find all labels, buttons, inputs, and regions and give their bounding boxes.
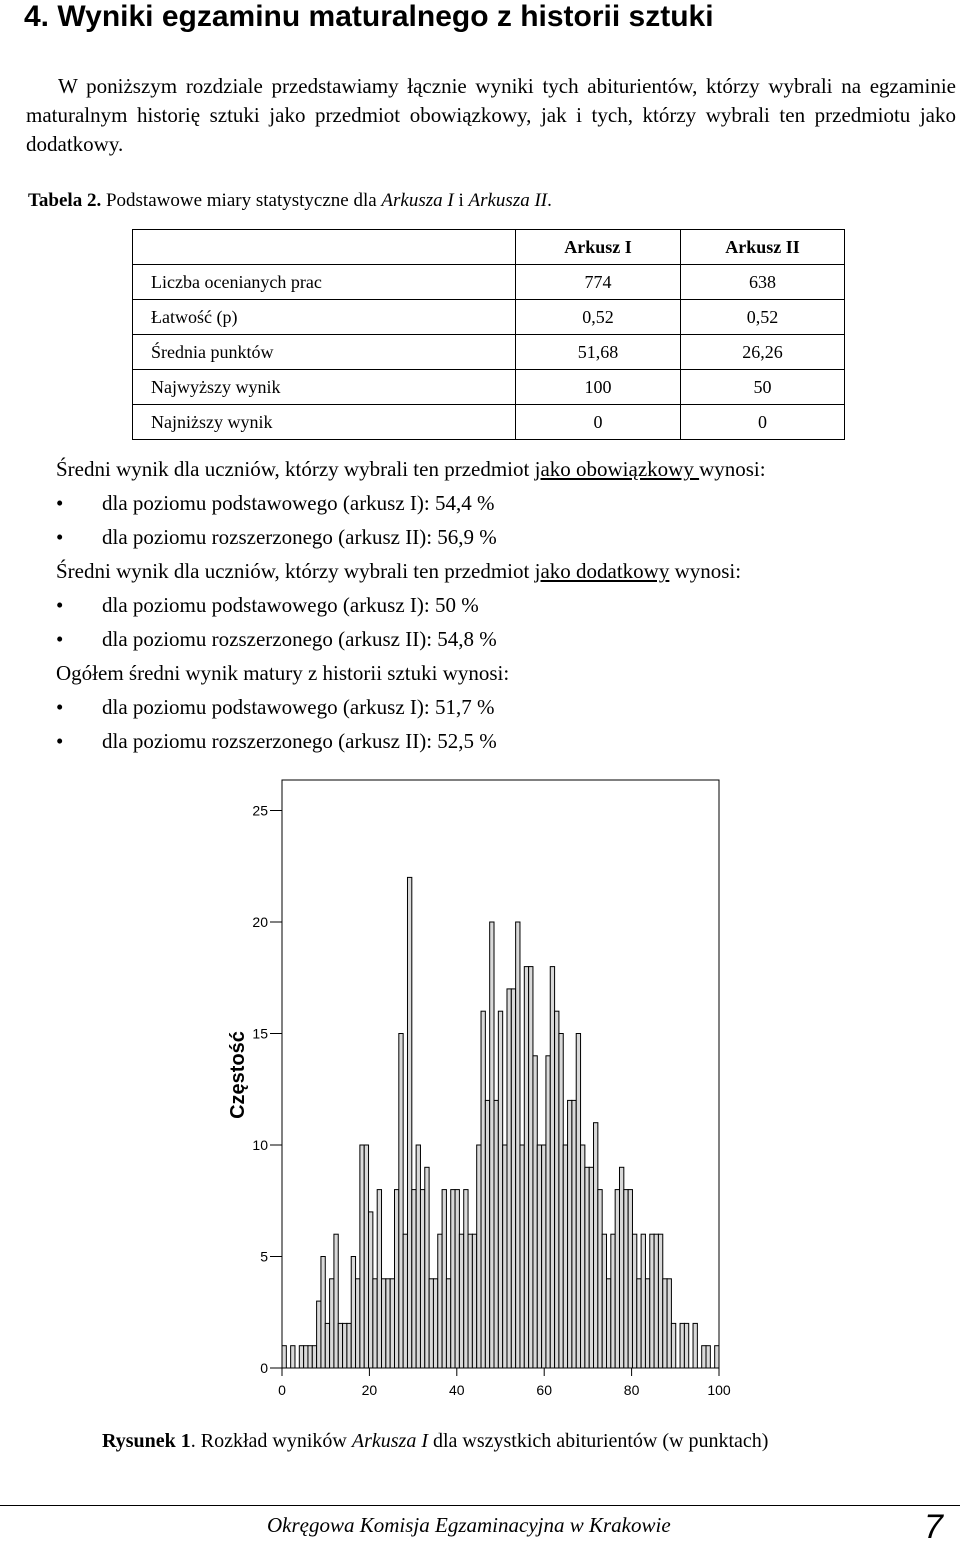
histogram-bar <box>568 1100 572 1368</box>
results-list <box>56 452 766 758</box>
table-header-row <box>133 230 845 265</box>
histogram-bar <box>533 1056 537 1368</box>
histogram-bar <box>364 1145 368 1368</box>
histogram-bar <box>671 1323 675 1368</box>
table-cell: 774 <box>516 265 681 300</box>
histogram-bar <box>485 1100 489 1368</box>
table-cell: 638 <box>681 265 845 300</box>
histogram-bar <box>446 1279 450 1368</box>
histogram-bar <box>494 1100 498 1368</box>
histogram-bar <box>654 1234 658 1368</box>
table-cell: Łatwość (p) <box>133 300 516 335</box>
table-caption-end: . <box>547 190 552 211</box>
table-row <box>133 265 845 300</box>
histogram-bar <box>563 1145 567 1368</box>
bullet-item: • dla poziomu rozszerzonego (arkusz II): 52,5 % <box>56 724 766 758</box>
histogram-bar <box>507 989 511 1368</box>
y-tick-label: 5 <box>260 1248 268 1265</box>
histogram-bar <box>641 1234 645 1368</box>
y-tick-label: 0 <box>260 1360 268 1376</box>
table-caption <box>28 190 552 212</box>
histogram-bar <box>680 1323 684 1368</box>
histogram-bar <box>715 1346 719 1368</box>
histogram-bar <box>503 1145 507 1368</box>
histogram-bar <box>351 1257 355 1369</box>
intro-text: W poniższym rozdziale przedstawiamy łącznie wyniki tych abiturientów, którzy wybrali na egzaminie maturalnym historię sztuki jako przedmiot obowiązkowy, jak i tych, którzy wybrali ten przedmiotu jako dodatkowy. <box>26 74 956 156</box>
histogram-bar <box>356 1279 360 1368</box>
histogram-bar <box>559 1034 563 1369</box>
histogram-bar <box>347 1323 351 1368</box>
histogram-bar <box>542 1145 546 1368</box>
histogram-bar <box>360 1145 364 1368</box>
histogram-chart <box>0 770 960 1410</box>
y-axis-label: Częstość <box>227 1031 249 1119</box>
histogram-bar <box>442 1190 446 1368</box>
histogram-bar <box>637 1279 641 1368</box>
bullet-item: • dla poziomu rozszerzonego (arkusz II): 56,9 % <box>56 520 766 554</box>
histogram-bar <box>373 1279 377 1368</box>
histogram-bar <box>438 1234 442 1368</box>
histogram-bar <box>334 1234 338 1368</box>
statement-underlined: jako dodatkowy <box>534 559 670 583</box>
results-statement <box>56 452 766 486</box>
table-caption-text: Podstawowe miary statystyczne dla <box>101 190 382 211</box>
histogram-bar <box>585 1167 589 1368</box>
statement-underlined: jako obowiązkowy <box>534 457 700 481</box>
histogram-bar <box>611 1234 615 1368</box>
histogram-bar <box>386 1279 390 1368</box>
x-tick-label: 80 <box>623 1382 640 1398</box>
footer-rule <box>0 1505 960 1506</box>
histogram-bar <box>459 1234 463 1368</box>
histogram-bar <box>308 1346 312 1368</box>
table-cell: 0 <box>681 405 845 440</box>
statement-text: Średni wynik dla uczniów, którzy wybrali ten przedmiot <box>56 559 535 583</box>
histogram-bar <box>546 1056 550 1368</box>
histogram-bar <box>321 1257 325 1369</box>
histogram-bar <box>628 1190 632 1368</box>
table-cell: Najwyższy wynik <box>133 370 516 405</box>
table-row <box>133 405 845 440</box>
footer-text: Okręgowa Komisja Egzaminacyjna w Krakowie <box>267 1513 671 1537</box>
histogram-bar <box>472 1234 476 1368</box>
bullet-item: • dla poziomu podstawowego (arkusz I): 50 % <box>56 588 766 622</box>
y-tick-label: 20 <box>252 914 268 930</box>
histogram-bar <box>581 1145 585 1368</box>
histogram-bar <box>589 1167 593 1368</box>
histogram-bar <box>416 1145 420 1368</box>
histogram-bar <box>490 922 494 1368</box>
figure-caption <box>102 1430 768 1453</box>
statement-text: Średni wynik dla uczniów, którzy wybrali ten przedmiot <box>56 457 535 481</box>
histogram-bar <box>481 1011 485 1368</box>
histogram-bar <box>602 1234 606 1368</box>
figure-caption-text: . Rozkład wyników <box>190 1430 352 1452</box>
x-tick-label: 60 <box>536 1382 552 1398</box>
table-caption-mid: i <box>453 190 469 211</box>
results-statement <box>56 554 766 588</box>
histogram-bar <box>317 1301 321 1368</box>
intro-paragraph <box>26 72 956 159</box>
bullet-item: • dla poziomu podstawowego (arkusz I): 54,4 % <box>56 486 766 520</box>
histogram-bar <box>451 1190 455 1368</box>
histogram-bar <box>304 1346 308 1368</box>
table-row <box>133 300 845 335</box>
table-cell: Średnia punktów <box>133 335 516 370</box>
table-header-cell <box>133 230 516 265</box>
histogram-bar <box>282 1346 286 1368</box>
histogram-bar <box>632 1234 636 1368</box>
histogram-bar <box>468 1234 472 1368</box>
table-row <box>133 335 845 370</box>
histogram-bar <box>572 1100 576 1368</box>
table-cell: 0,52 <box>516 300 681 335</box>
histogram-bar <box>520 1145 524 1368</box>
histogram-bar <box>395 1190 399 1368</box>
table-caption-label: Tabela 2. <box>28 190 102 211</box>
table-cell: 26,26 <box>681 335 845 370</box>
x-tick-label: 20 <box>361 1382 378 1398</box>
histogram-bar <box>330 1279 334 1368</box>
histogram-bar <box>343 1323 347 1368</box>
table-cell: Najniższy wynik <box>133 405 516 440</box>
table-cell: Liczba ocenianych prac <box>133 265 516 300</box>
histogram-bar <box>425 1167 429 1368</box>
statement-text: wynosi: <box>699 457 766 481</box>
histogram-bar <box>650 1234 654 1368</box>
histogram-bar <box>693 1323 697 1368</box>
table-row <box>133 370 845 405</box>
table-header-cell: Arkusz I <box>516 230 681 265</box>
histogram-bar <box>663 1279 667 1368</box>
x-tick-label: 40 <box>449 1382 465 1398</box>
y-tick-label: 25 <box>252 802 268 819</box>
histogram-bar <box>299 1346 303 1368</box>
x-tick-label: 100 <box>707 1382 731 1398</box>
histogram-bar <box>338 1323 342 1368</box>
table-cell: 0 <box>516 405 681 440</box>
table-cell: 100 <box>516 370 681 405</box>
histogram-bar <box>684 1323 688 1368</box>
table-caption-ark1: Arkusza I <box>381 190 454 211</box>
histogram-bar <box>619 1167 623 1368</box>
histogram-bar <box>390 1279 394 1368</box>
histogram-bar <box>511 989 515 1368</box>
table-header-cell: Arkusz II <box>681 230 845 265</box>
histogram-bar <box>598 1190 602 1368</box>
histogram-bar <box>607 1279 611 1368</box>
histogram-bar <box>369 1212 373 1368</box>
histogram-bar <box>550 967 554 1368</box>
bullet-item: • dla poziomu podstawowego (arkusz I): 51,7 % <box>56 690 766 724</box>
histogram-bar <box>537 1145 541 1368</box>
histogram-bar <box>477 1145 481 1368</box>
histogram-bar <box>325 1323 329 1368</box>
table-cell: 0,52 <box>681 300 845 335</box>
histogram-bar <box>702 1346 706 1368</box>
y-tick-label: 10 <box>252 1137 268 1153</box>
histogram-bar <box>433 1279 437 1368</box>
table-caption-ark2: Arkusza II <box>468 190 548 211</box>
histogram-bar <box>594 1123 598 1368</box>
figure-caption-label: Rysunek 1 <box>102 1430 191 1452</box>
histogram-bar <box>555 1011 559 1368</box>
histogram-svg <box>0 770 960 1410</box>
histogram-bar <box>624 1190 628 1368</box>
histogram-bar <box>377 1190 381 1368</box>
histogram-bar <box>399 1034 403 1369</box>
histogram-bar <box>498 1011 502 1368</box>
histogram-bar <box>429 1279 433 1368</box>
histogram-bar <box>658 1234 662 1368</box>
histogram-bar <box>645 1279 649 1368</box>
section-heading: 4. Wyniki egzaminu maturalnego z historii sztuki <box>24 0 714 33</box>
histogram-bar <box>464 1190 468 1368</box>
figure-caption-text: dla wszystkich abiturientów (w punktach) <box>427 1430 769 1452</box>
figure-caption-ark: Arkusza I <box>351 1430 428 1452</box>
histogram-bar <box>407 877 411 1368</box>
results-statement: Ogółem średni wynik matury z historii sztuki wynosi: <box>56 661 510 685</box>
histogram-bar <box>412 1190 416 1368</box>
stats-table <box>132 229 845 440</box>
table-cell: 50 <box>681 370 845 405</box>
histogram-bar <box>382 1279 386 1368</box>
y-tick-label: 15 <box>252 1025 268 1042</box>
histogram-bar <box>403 1234 407 1368</box>
histogram-bar <box>455 1190 459 1368</box>
statement-text: wynosi: <box>669 559 742 583</box>
histogram-bar <box>524 967 528 1368</box>
histogram-bar <box>312 1346 316 1368</box>
histogram-bar <box>706 1346 710 1368</box>
page-number: 7 <box>924 1508 943 1546</box>
bullet-item: • dla poziomu rozszerzonego (arkusz II): 54,8 % <box>56 622 766 656</box>
table-cell: 51,68 <box>516 335 681 370</box>
histogram-bar <box>576 1034 580 1369</box>
histogram-bar <box>615 1190 619 1368</box>
histogram-bar <box>291 1346 295 1368</box>
x-tick-label: 0 <box>278 1382 286 1398</box>
histogram-bar <box>516 922 520 1368</box>
histogram-bar <box>529 967 533 1368</box>
histogram-bar <box>667 1279 671 1368</box>
histogram-bar <box>420 1190 424 1368</box>
